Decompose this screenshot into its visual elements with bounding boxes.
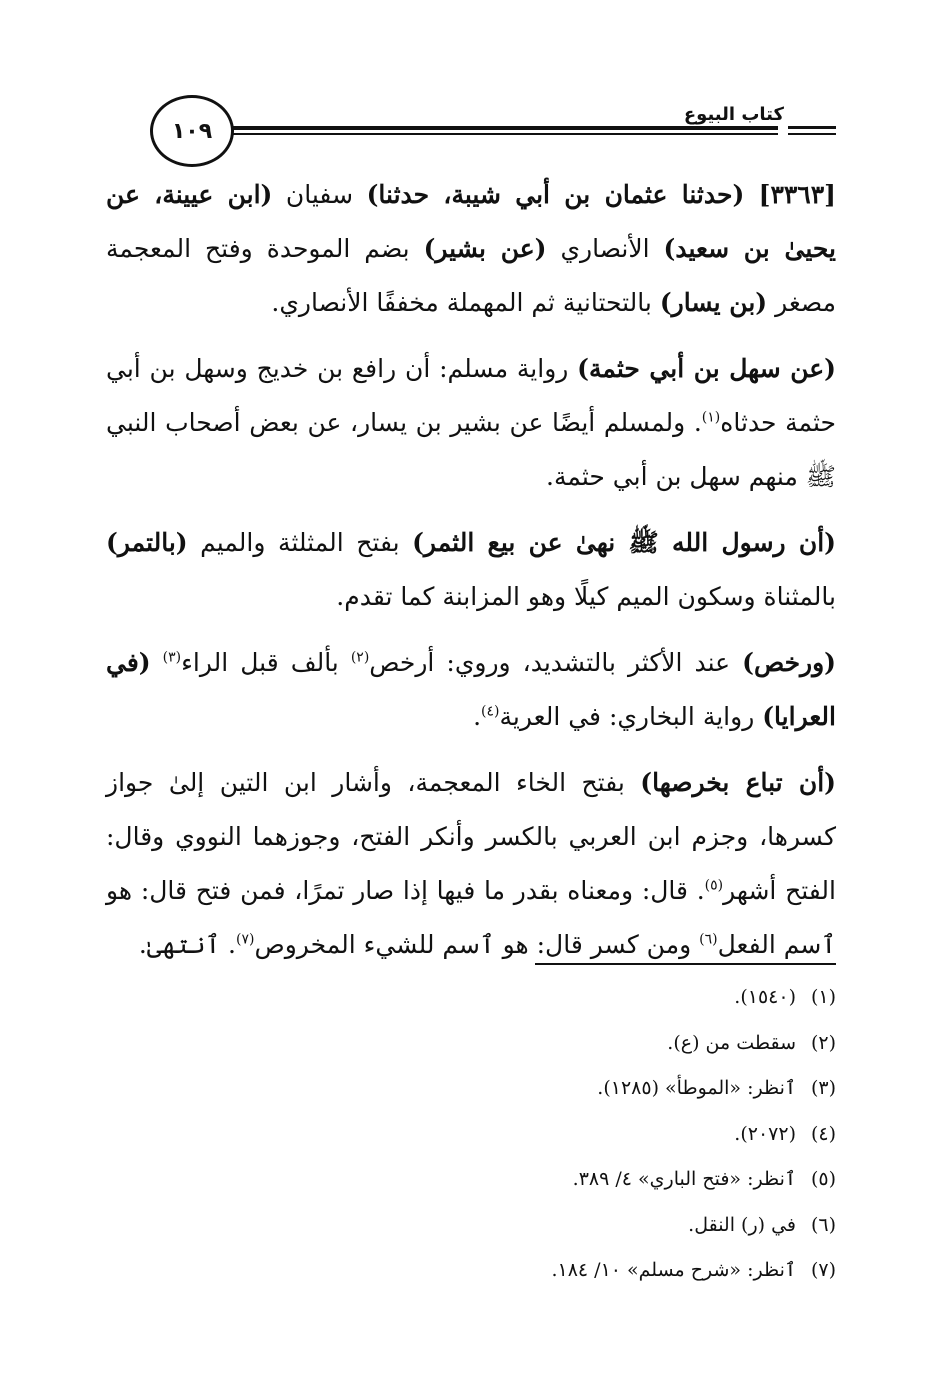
- footnote-ref: (٣): [162, 649, 182, 666]
- footnote-number: (٦): [810, 1213, 836, 1236]
- bold-text: (عن سهل بن أبي حثمة): [577, 354, 836, 383]
- header-rule-stub: [788, 126, 836, 129]
- text-run: رواية مسلم: أن رافع بن خديج وسهل بن أبي حثمة حدثاه: [106, 354, 836, 437]
- bold-text: (في العرايا): [106, 648, 836, 731]
- footnote-number: (٧): [810, 1259, 836, 1281]
- footnote-text: في (ر) النقل.: [688, 1213, 796, 1236]
- footnote: [276, 1203, 836, 1249]
- footnote-text: ٱنظر: «فتح الباري» ٤/ ٣٨٩.: [572, 1168, 796, 1190]
- paragraph: [106, 636, 836, 744]
- footnote-separator: [535, 963, 836, 965]
- footnote-text: سقطت من (ع).: [667, 1031, 796, 1054]
- footnote-number: (٢): [810, 1031, 836, 1054]
- bold-text: (ابن عيينة، عن يحيىٰ بن سعيد): [106, 180, 836, 263]
- footnote-number: (٥): [810, 1168, 836, 1190]
- page-header: [108, 92, 836, 164]
- footnote-ref: (٦): [699, 931, 718, 948]
- text-run: . ولمسلم أيضًا عن بشير بن يسار، عن بعض أصحاب النبي ﷺ منهم سهل بن أبي حثمة.: [106, 408, 836, 491]
- paragraph: [106, 516, 836, 624]
- footnote: [276, 975, 836, 1021]
- main-text: [106, 168, 836, 984]
- paragraph: [106, 756, 836, 972]
- footnote-text: ٱنظر: «الموطأ» (١٢٨٥).: [597, 1077, 796, 1099]
- book-title: كتاب البيوع: [683, 104, 784, 125]
- footnote-ref: (١): [701, 409, 721, 426]
- footnote: [276, 1157, 836, 1203]
- footnote-text: (١٥٤٠).: [734, 986, 796, 1008]
- text-run: الأنصاري: [546, 234, 664, 263]
- text-run: بفتح المثلثة والميم: [187, 528, 413, 557]
- text-run: بفتح الخاء المعجمة، وأشار ابن التين إلىٰ جواز كسرها، وجزم ابن العربي بالكسر وأنكر الفتح، وجوزهما النووي وقال: الفتح أشهر: [106, 768, 836, 905]
- footnote: [276, 1248, 836, 1294]
- bold-text: [٣٣٦٣] (حدثنا عثمان بن أبي شيبة، حدثنا): [366, 180, 836, 209]
- text-run: رواية البخاري: في العرية: [499, 702, 763, 731]
- footnote: [276, 1066, 836, 1112]
- header-rule: [216, 126, 778, 130]
- footnote-ref: (٢): [350, 649, 370, 666]
- bold-text: (أن رسول الله ﷺ نهىٰ عن بيع الثمر): [412, 528, 836, 557]
- footnote-text: (٢٠٧٢).: [734, 1122, 796, 1145]
- bold-text: (بن يسار): [659, 288, 768, 317]
- text-run: بالتحتانية ثم المهملة مخففًا الأنصاري.: [271, 288, 660, 317]
- text-run: . قال: ومعناه بقدر ما فيها إذا صار تمرًا، فمن فتح قال: هو ٱسم الفعل: [106, 876, 836, 959]
- text-run: بضم الموحدة وفتح المعجمة مصغر: [106, 234, 836, 317]
- text-run: عند الأكثر بالتشديد، وروي: أرخص: [369, 648, 743, 677]
- text-run: بألف قبل الراء: [181, 648, 351, 677]
- footnote-ref: (٥): [704, 877, 724, 894]
- footnote-number: (١): [810, 986, 836, 1008]
- page-number: ١٠٩: [150, 95, 234, 167]
- bold-text: (أن تباع بخرصها): [640, 768, 836, 797]
- text-run: ومن كسر قال: هو ٱسم للشيء المخروص: [254, 930, 700, 959]
- footnote-text: ٱنظر: «شرح مسلم» ١٠/ ١٨٤.: [551, 1259, 796, 1281]
- text-run: بالمثناة وسكون الميم كيلًا وهو المزابنة كما تقدم.: [336, 582, 836, 611]
- text-run: . ٱنتهىٰ.: [138, 930, 237, 959]
- footnotes: [276, 975, 836, 1294]
- footnote: [276, 1021, 836, 1067]
- text-run: .: [473, 702, 482, 731]
- text-run: سفيان: [272, 180, 367, 209]
- footnote-ref: (٧): [236, 931, 255, 948]
- bold-text: (ورخص): [742, 648, 836, 677]
- footnote: [276, 1112, 836, 1158]
- bold-text: (بالتمر): [106, 528, 188, 557]
- paragraph: [106, 168, 836, 330]
- footnote-number: (٣): [810, 1077, 836, 1099]
- header-rule-stub: [788, 133, 836, 135]
- footnote-ref: (٤): [481, 703, 500, 720]
- paragraph: [106, 342, 836, 504]
- header-rule: [216, 133, 778, 135]
- text-run: [151, 648, 163, 677]
- bold-text: (عن بشير): [423, 234, 547, 263]
- footnote-number: (٤): [810, 1122, 836, 1145]
